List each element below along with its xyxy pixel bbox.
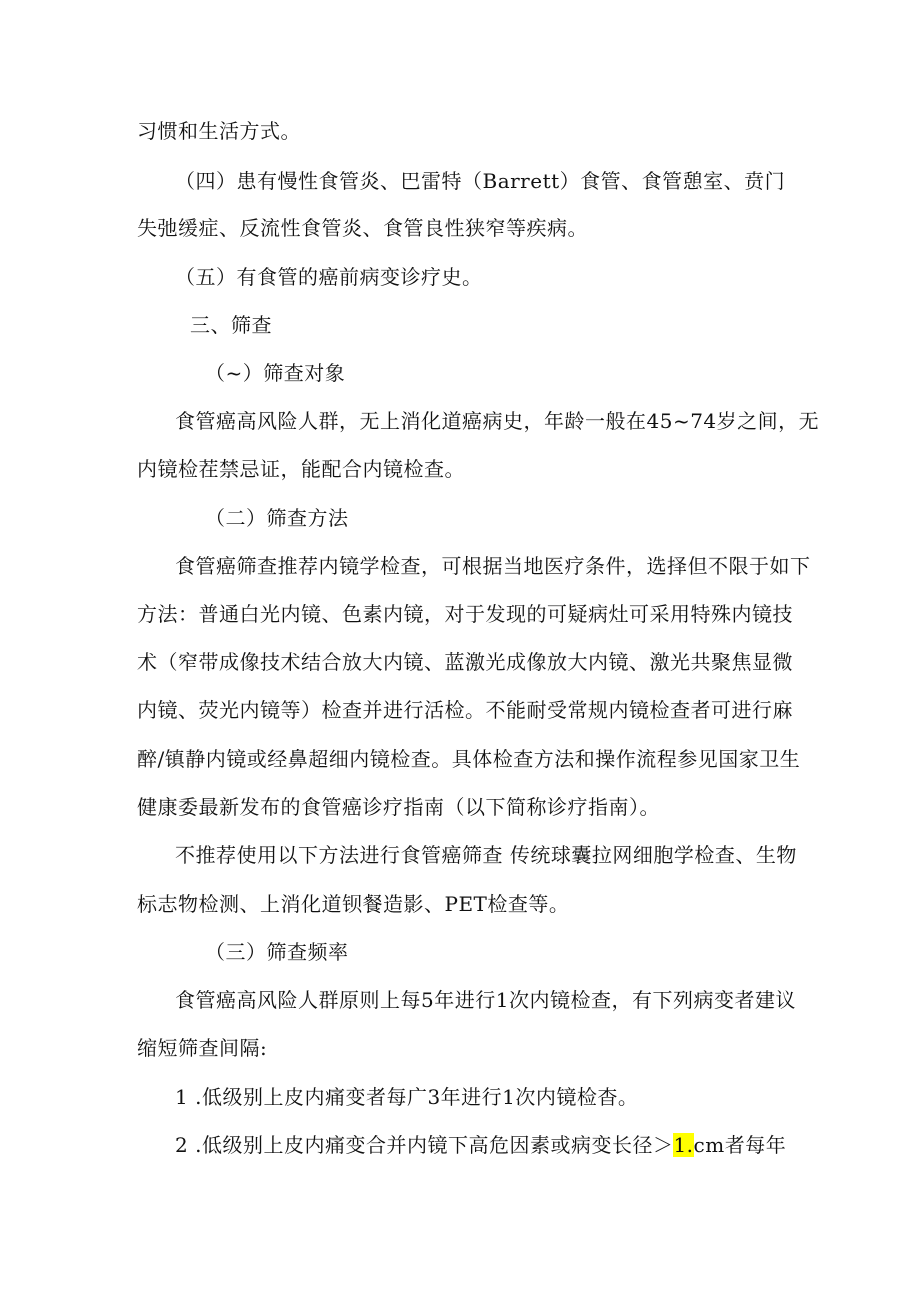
highlighted-text: 1. <box>673 1133 694 1157</box>
text-line: 健康委最新发布的食管癌诊疗指南（以下简称诊疗指南）。 <box>137 795 660 819</box>
text-line: 习惯和生活方式。 <box>137 119 301 143</box>
text-line: 食管癌高风险人群原则上每5年进行1次内镜检查，有下列病变者建议 <box>175 988 796 1012</box>
text-line: 食管癌筛查推荐内镜学检查，可根据当地医疗条件，选择但不限于如下 <box>175 554 811 578</box>
subsection-heading: （三）筛查频率 <box>205 940 349 964</box>
text-line: （四）患有慢性食管炎、巴雷特（Barrett）食管、食管憩室、贲门 <box>175 169 786 193</box>
text-line: 标志物检测、上消化道钡餐造影、PET检查等。 <box>137 892 570 916</box>
text-line: 术（窄带成像技术结合放大内镜、蓝激光成像放大内镜、激光共聚焦显微 <box>137 650 793 674</box>
subsection-heading: （二）筛查方法 <box>205 506 349 530</box>
text-line: 内镜检茬禁忌证，能配合内镜检查。 <box>137 457 465 481</box>
list-item: 1 .低级别上皮内痛变者每广3年进行1次内镜检杳。 <box>175 1085 639 1109</box>
text-line: 内镜、荧光内镜等）检查并进行活检。不能耐受常规内镜检查者可进行麻 <box>137 698 793 722</box>
list-item <box>175 1131 786 1159</box>
text-line: 失弛缓症、反流性食管炎、食管良性狭窄等疾病。 <box>137 216 588 240</box>
text-line: 缩短筛查间隔: <box>137 1036 268 1060</box>
subsection-heading: （~）筛查对象 <box>205 361 346 385</box>
text-line: 不推荐使用以下方法进行食管癌筛查 传统球囊拉网细胞学检查、生物 <box>175 843 797 867</box>
text-line: 食管癌高风险人群，无上消化道癌病史，年龄一般在45~74岁之间，无 <box>175 409 820 433</box>
text-fragment: 2 .低级别上皮内痛变合并内镜下高危因素或病变长径＞ <box>175 1133 674 1157</box>
text-fragment: cm者每年 <box>693 1133 787 1157</box>
text-line: 方法：普通白光内镜、色素内镜，对于发现的可疑病灶可采用特殊内镜技 <box>137 602 793 626</box>
section-heading: 三、筛查 <box>190 313 272 337</box>
text-line: 醉/镇静内镜或经鼻超细内镜检查。具体检查方法和操作流程参见国家卫生 <box>137 747 801 771</box>
text-line: （五）有食管的癌前病变诊疗史。 <box>175 265 483 289</box>
